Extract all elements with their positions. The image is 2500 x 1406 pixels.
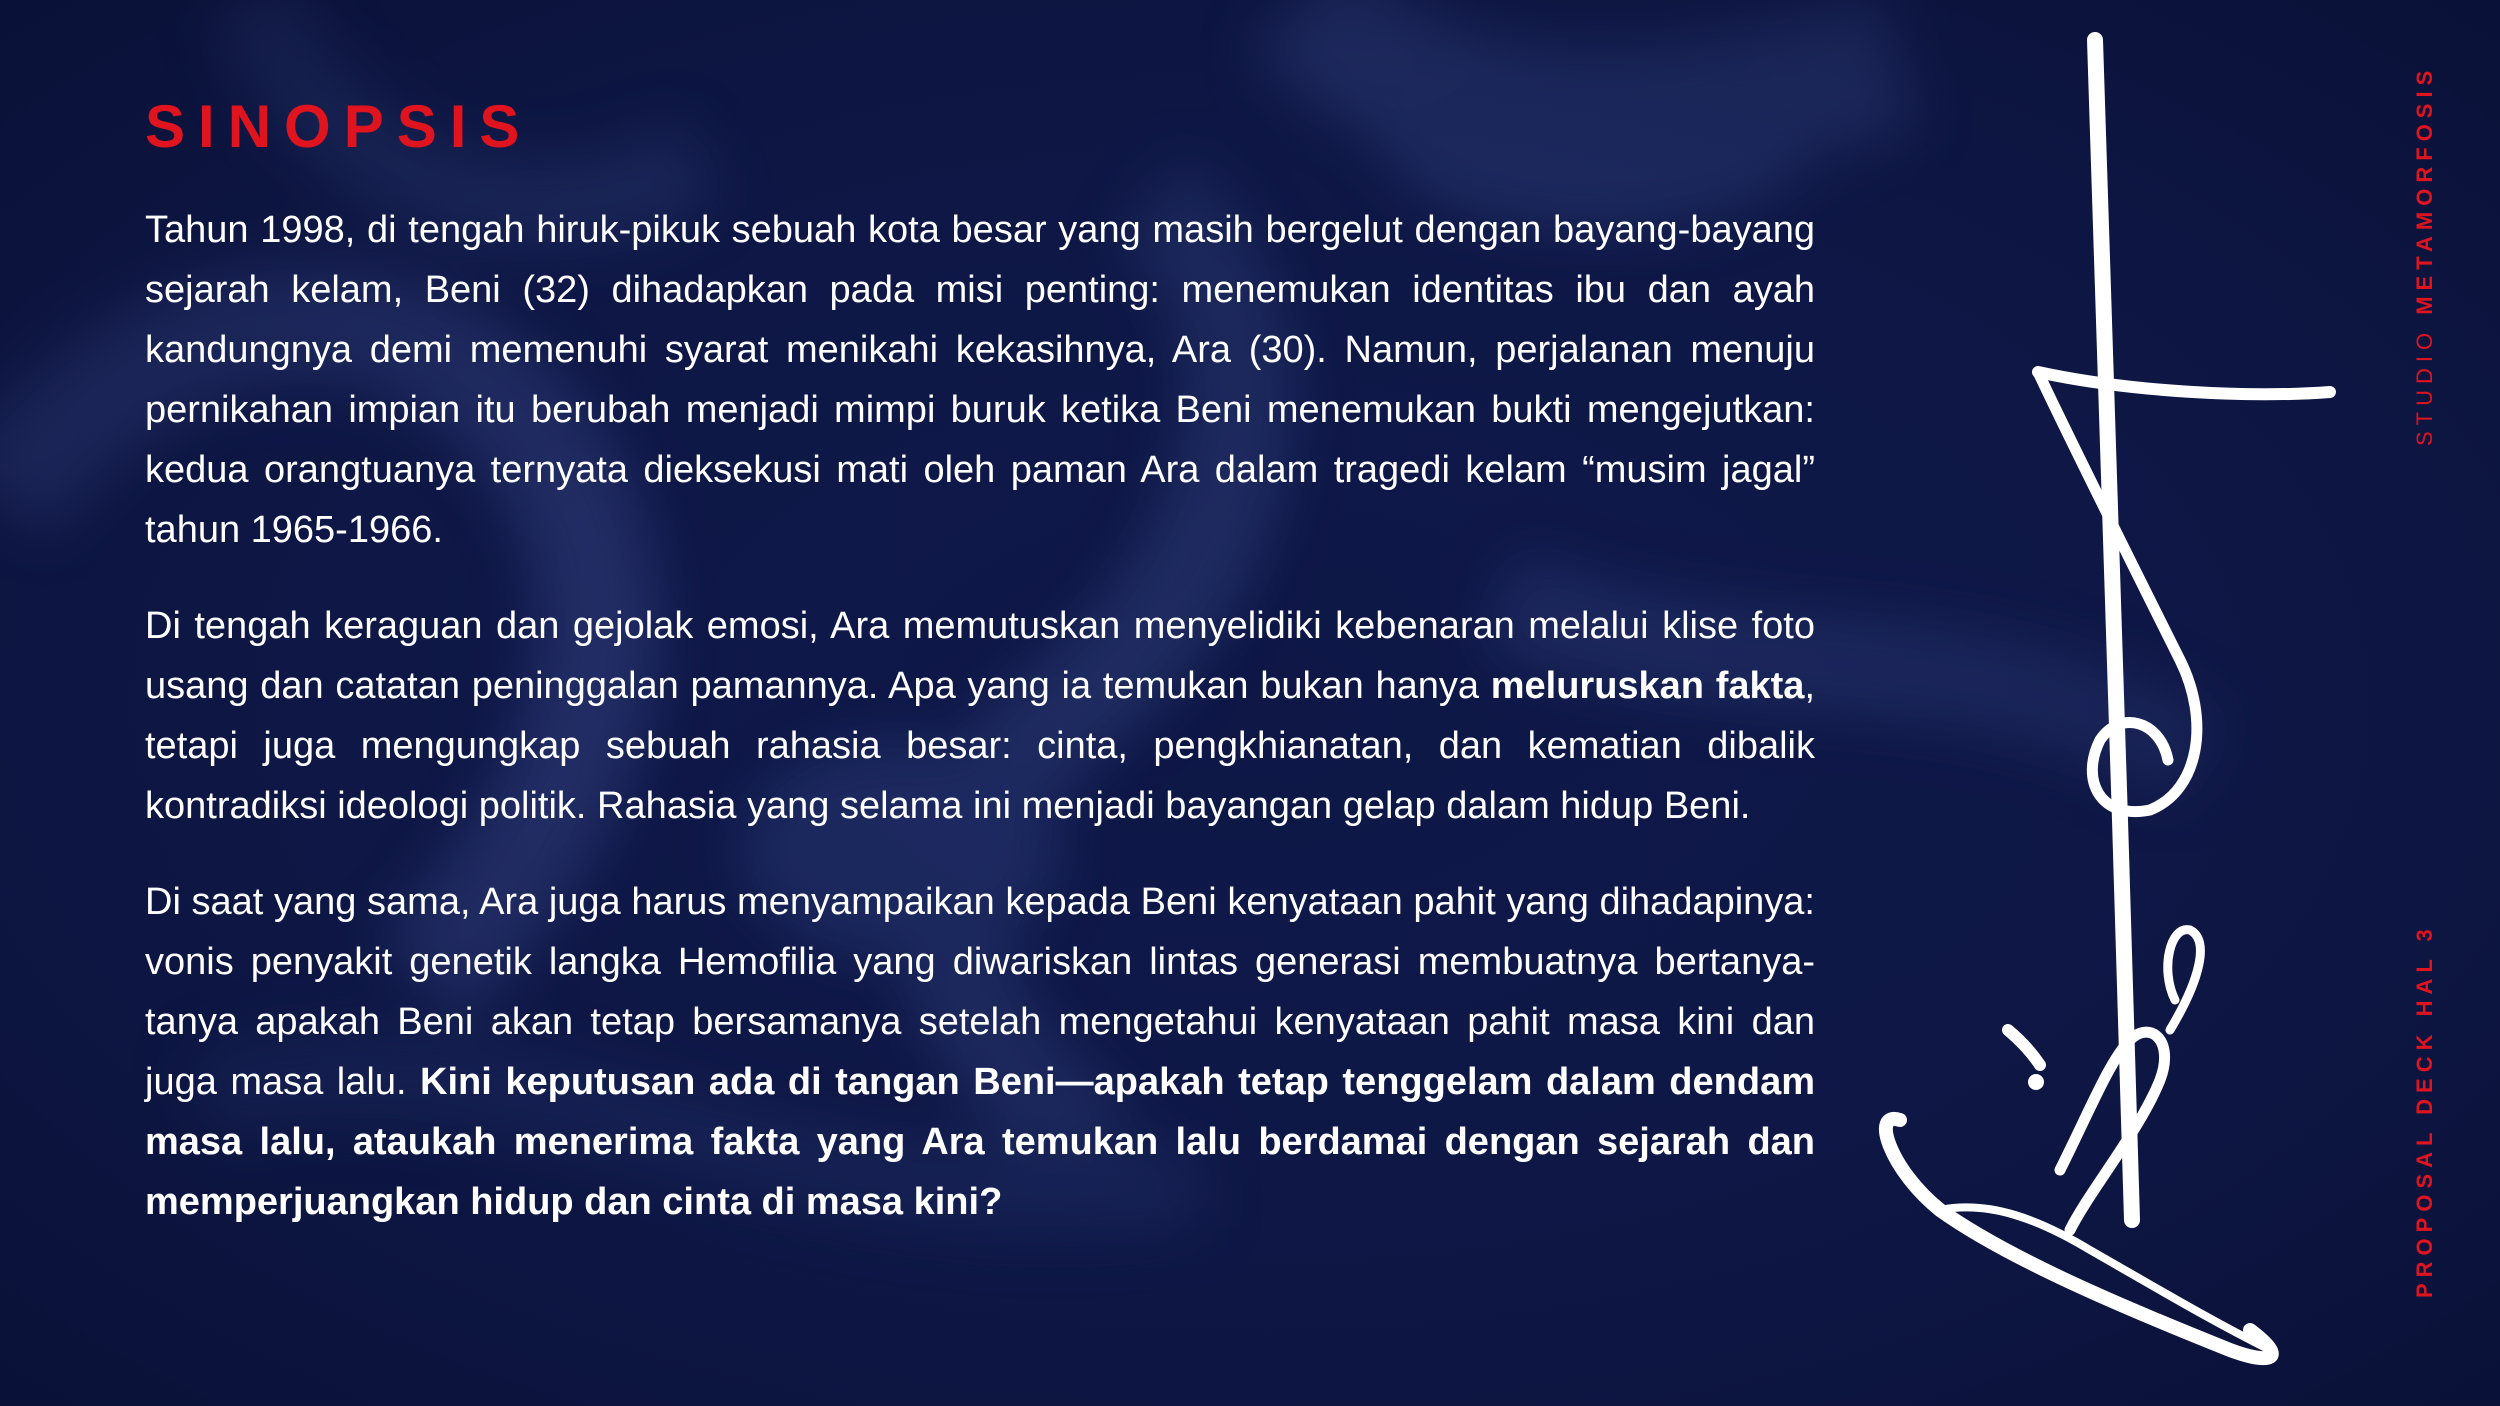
paragraph-2-part-1: Di tengah keraguan dan gejolak emosi, Ara memutuskan menyelidiki kebenaran melalui klise foto usang dan catatan peninggalan pamannya. Apa yang ia temukan bukan hanya <box>145 605 1815 707</box>
paragraph-1: Tahun 1998, di tengah hiruk-pikuk sebuah kota besar yang masih bergelut dengan bayang-bayang sejarah kelam, Beni (32) dihadapkan pada misi penting: menemukan identitas ibu dan ayah kandungnya demi memenuhi syarat menikahi kekasihnya, Ara (30). Namun, perjalanan menuju pernikahan impian itu berubah menjadi mimpi buruk ketika Beni menemukan bukti mengejutkan: kedua orangtuanya ternyata dieksekusi mati oleh paman Ara dalam tragedi kelam “musim jagal” tahun 1965-1966. <box>145 209 1815 551</box>
paragraph-2-bold: meluruskan fakta <box>1490 665 1805 707</box>
synopsis-body <box>145 200 1815 1268</box>
proposal-deck-page-label: PROPOSAL DECK HAL 3 <box>2412 923 2437 1298</box>
page-title: SINOPSIS <box>145 93 533 160</box>
studio-label-light: STUDIO <box>2412 314 2437 446</box>
studio-metamorfosis-label <box>2412 65 2438 446</box>
paragraph-3-part-1: Di saat yang sama, Ara juga harus menyampaikan kepada Beni kenyataan pahit yang dihadapinya: vonis penyakit genetik langka Hemofilia yang diwariskan lintas generasi membuatnya bertanya-tanya apakah Beni akan tetap bersamanya setelah mengetahui kenyataan pahit masa kini dan juga masa lalu. <box>145 881 1815 1103</box>
paragraph-3 <box>145 872 1815 1232</box>
paragraph-3-bold: Kini keputusan ada di tangan Beni—apakah tetap tenggelam dalam dendam masa lalu, ataukah menerima fakta yang Ara temukan lalu berdamai dengan sejarah dan memperjuangkan hidup dan cinta di masa kini? <box>145 1061 1815 1223</box>
handwritten-sinopsis-script <box>1830 20 2370 1390</box>
paragraph-2-part-2: , tetapi juga mengungkap sebuah rahasia besar: cinta, pengkhianatan, dan kematian dibalik kontradiksi ideologi politik. Rahasia yang selama ini menjadi bayangan gelap dalam hidup Beni. <box>145 665 1815 827</box>
paragraph-2 <box>145 596 1815 836</box>
studio-label-bold: METAMORFOSIS <box>2412 64 2437 315</box>
